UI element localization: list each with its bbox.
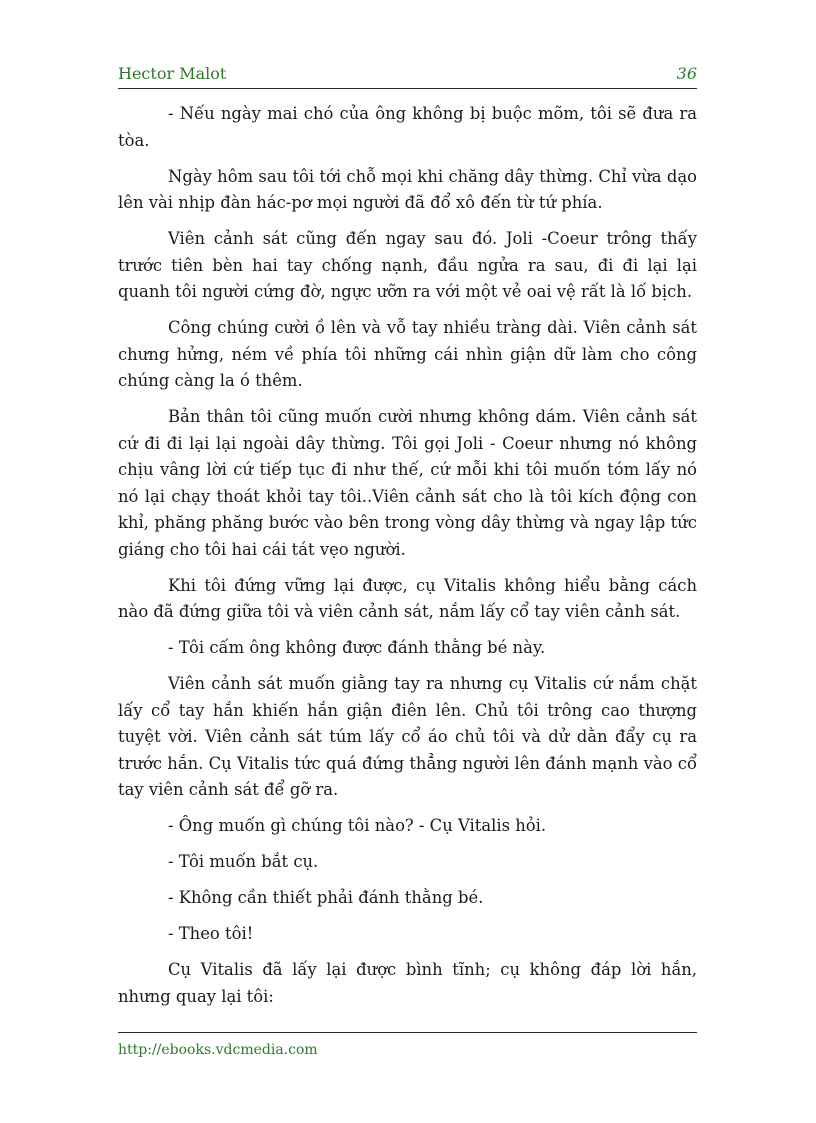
body-text <box>118 101 697 1020</box>
paragraph: - Ông muốn gì chúng tôi nào? - Cụ Vitalis hỏi. <box>168 816 547 835</box>
paragraph: Viên cảnh sát muốn giằng tay ra nhưng cụ Vitalis cứ nắm chặt lấy cổ tay hắn khiến hắn giận điên lên. Chủ tôi trông cao thượng tuyệt vời. Viên cảnh sát túm lấy cổ áo chủ tôi và dử dằn đẩy cụ ra trước hắn. Cụ Vitalis tức quá đứng thẳng người lên đánh mạnh vào cổ tay viên cảnh sát để gỡ ra. <box>118 674 697 799</box>
paragraph: Khi tôi đứng vững lại được, cụ Vitalis không hiểu bằng cách nào đã đứng giữa tôi và viên cảnh sát, nắm lấy cổ tay viên cảnh sát. <box>118 575 697 621</box>
paragraph: - Tôi cấm ông không được đánh thằng bé này. <box>168 638 546 657</box>
paragraph: Công chúng cười ồ lên và vỗ tay nhiều tràng dài. Viên cảnh sát chưng hửng, ném về phía tôi những cái nhìn giận dữ làm cho công chúng càng la ó thêm. <box>118 318 697 390</box>
paragraph: Bản thân tôi cũng muốn cười nhưng không dám. Viên cảnh sát cứ đi đi lại lại ngoài dây thừng. Tôi gọi Joli - Coeur nhưng nó không chịu vâng lời cứ tiếp tục đi như thế, cứ mỗi khi tôi muốn tóm lấy nó nó lại chạy thoát khỏi tay tôi..Viên cảnh sát cho là tôi kích động con khỉ, phăng phăng bước vào bên trong vòng dây thừng và ngay lập tức giáng cho tôi hai cái tát vẹo người. <box>118 407 697 559</box>
paragraph: - Không cần thiết phải đánh thằng bé. <box>168 888 484 907</box>
paragraph: Ngày hôm sau tôi tới chỗ mọi khi chăng dây thừng. Chỉ vừa dạo lên vài nhịp đàn hác-pơ mọi người đã đổ xô đến từ tứ phía. <box>118 166 697 212</box>
running-header <box>118 64 697 89</box>
page-number: 36 <box>676 64 697 83</box>
footer-link[interactable]: http://ebooks.vdcmedia.com <box>118 1042 318 1058</box>
header-author: Hector Malot <box>118 64 227 83</box>
paragraph: - Tôi muốn bắt cụ. <box>168 852 319 871</box>
footer-rule <box>118 1032 697 1033</box>
paragraph: - Nếu ngày mai chó của ông không bị buộc mõm, tôi sẽ đưa ra tòa. <box>118 104 697 150</box>
paragraph: Viên cảnh sát cũng đến ngay sau đó. Joli -Coeur trông thấy trước tiên bèn hai tay chống nạnh, đầu ngửa ra sau, đi đi lại lại quanh tôi người cứng đờ, ngực ưỡn ra với một vẻ oai vệ rất là lố bịch. <box>118 229 697 301</box>
paragraph: - Theo tôi! <box>168 924 254 943</box>
paragraph: Cụ Vitalis đã lấy lại được bình tĩnh; cụ không đáp lời hắn, nhưng quay lại tôi: <box>118 960 697 1006</box>
